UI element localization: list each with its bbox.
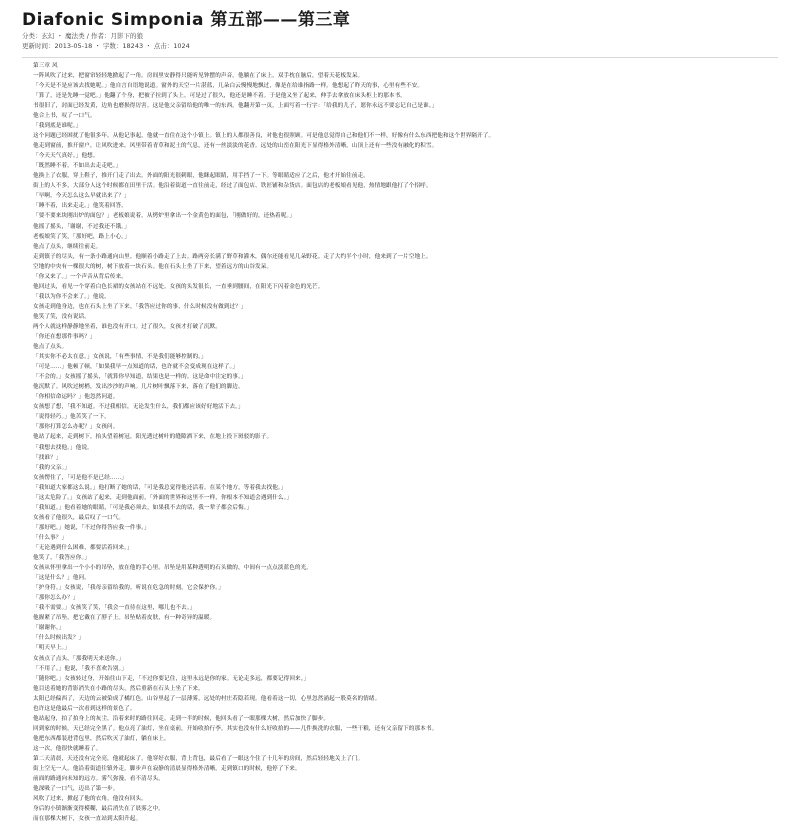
paragraph: 「我以为你不会来了。」他说。 xyxy=(33,293,110,300)
paragraph: 「找谁？」 xyxy=(33,454,62,461)
paragraph: 而在那棵大树下，女孩一直站到太阳升起。 xyxy=(33,816,142,823)
paragraph: 一阵风吹了过来，把窗帘轻轻地掀起了一角。房间里安静得只能听见钟摆的声音。他躺在了床上，双手枕在脑后，望着天花板发呆。 xyxy=(33,72,364,79)
paragraph: 「什么事？」 xyxy=(33,534,68,541)
paragraph: 「不会的。」女孩摇了摇头，「就算你早知道，结果也是一样的。这是命中注定的事。」 xyxy=(33,374,247,381)
paragraph: 他笑了，「我答应你。」 xyxy=(33,555,91,562)
paragraph: 「这是什么？」他问。 xyxy=(33,575,90,582)
paragraph: 他握紧了吊坠，把它戴在了脖子上。吊坠贴着皮肤，有一种奇异的温暖。 xyxy=(33,615,216,622)
paragraph: 前面的路通向未知的远方。雾气弥漫，看不清尽头。 xyxy=(33,776,164,783)
paragraph: 「可是……」他顿了顿，「如果我早一点知道的话，也许就不会变成现在这样了。」 xyxy=(33,364,239,371)
paragraph: 「算了，还是先睡一觉吧。」他翻了个身，把被子拉到了头上。可是过了很久，他还是睡不着。于是他又坐了起来，伸手去拿放在床头柜上的那本书。 xyxy=(33,92,406,99)
paragraph: 回到家的时候，天已经完全黑了。他点亮了油灯，坐在桌前，开始收拾行李。其实也没有什么好收拾的——几件换洗的衣服，一些干粮，还有父亲留下的那本书。 xyxy=(33,725,438,732)
paragraph: 他点了点头，继续往前走。 xyxy=(33,243,102,250)
paragraph: 他笑了笑，没有说话。 xyxy=(33,313,90,320)
paragraph: 太阳已经偏西了，天边的云被染成了橘红色。山谷里起了一层薄雾，远处的村庄若隐若现。他看着这一切，心里忽然涌起一股莫名的情绪。 xyxy=(33,695,381,702)
paragraph: 「那你怎么办？」 xyxy=(33,595,79,602)
paragraph: 「不用了。」他说，「我不喜欢告别。」 xyxy=(33,665,128,672)
article-body xyxy=(22,62,778,824)
paragraph: 书很旧了，封面已经发黄，边角也磨损得厉害。这是他父亲留给他的唯一的东西。他翻开第一页，上面写着一行字：「给我的儿子，愿你永远不要忘记自己是谁。」 xyxy=(33,102,438,109)
paragraph: 空地的中央有一棵很大的树，树下放着一块石头。他在石头上坐了下来，望着远方的山谷发呆。 xyxy=(33,263,273,270)
byline-line-1: 分类：玄幻 ・ 魔法类 / 作者：月影下的狼 xyxy=(22,32,143,41)
paragraph: 「我想去找他。」他说。 xyxy=(33,444,93,451)
paragraph: 「你还在想那件事吗？」 xyxy=(33,334,96,341)
divider xyxy=(22,57,778,58)
paragraph: 「你相信命运吗？」他忽然问道。 xyxy=(33,394,119,401)
paragraph: 「那好吧。」她说，「不过你得答应我一件事。」 xyxy=(33,524,150,531)
paragraph: 他目送着她的背影消失在小路的尽头，然后重新在石头上坐了下来。 xyxy=(33,685,204,692)
paragraph: 老板娘笑了笑，「那好吧，路上小心。」 xyxy=(33,233,130,240)
paragraph: 女孩愣住了，「可是他不是已经……」 xyxy=(33,474,127,481)
paragraph: 「我知道。」他看着她的眼睛，「可是我必须去。如果我不去的话，我一辈子都会后悔。」 xyxy=(33,504,253,511)
paragraph: 「护身符。」女孩说，「我母亲留给我的。听说在危急的时刻，它会保护你。」 xyxy=(33,585,224,592)
paragraph: 「今天天气真好。」他想。 xyxy=(33,153,99,160)
paragraph: 「要不要来块刚出炉的面包？」老板娘说着，从烤炉里拿出一个金黄色的面包，「刚做好的，还热着呢。」 xyxy=(33,213,296,220)
paragraph: 女孩看了他很久，最后叹了一口气。 xyxy=(33,514,125,521)
paragraph: 女孩从怀里拿出一个小小的吊坠，放在他的手心里。吊坠是用某种透明的石头做的，中间有一点点淡蓝色的光。 xyxy=(33,565,312,572)
paragraph: 他把东西都装进背包里，然后吹灭了油灯，躺在床上。 xyxy=(33,735,170,742)
paragraph: 身后的小镇渐渐变得模糊，最后消失在了晨雾之中。 xyxy=(33,806,164,813)
paragraph: 他回过头，看见一个穿着白色长裙的女孩站在不远处。女孩的头发很长，一直垂到腰间，在阳光下闪着金色的光芒。 xyxy=(33,283,324,290)
paragraph: 他换上了衣服，穿上鞋子，推开门走了出去。外面的阳光很刺眼，他眯起眼睛，用手挡了一下。等眼睛适应了之后，他才开始往前走。 xyxy=(33,173,369,180)
paragraph: 「那你打算怎么办呢？」女孩问。 xyxy=(33,424,119,431)
paragraph: 他站了起来，走到树下，抬头望着树冠。阳光透过树叶的缝隙洒下来，在地上投下斑驳的影子。 xyxy=(33,434,273,441)
paragraph: 「早啊，今天怎么这么早就出来了？」 xyxy=(33,193,130,200)
paragraph: 两个人就这样静静地坐着，谁也没有开口。过了很久，女孩才打破了沉默。 xyxy=(33,323,221,330)
paragraph: 「这太危险了。」女孩站了起来，走到他面前，「外面的世界和这里不一样，你根本不知道会遇到什么。」 xyxy=(33,494,293,501)
paragraph: 他合上书，叹了一口气。 xyxy=(33,112,96,119)
paragraph: 「随你吧。」女孩转过身，开始往山下走，「不过你要记住，这里永远是你的家。无论走多远，都要记得回来。」 xyxy=(33,675,310,682)
paragraph: 街上的人不多，大部分人这个时候都在田里干活。他沿着街道一直往前走，经过了面包店、铁匠铺和杂货店。面包店的老板娘看见他，热情地跟他打了个招呼。 xyxy=(33,183,432,190)
paragraph: 第二天清晨，天还没有完全亮，他就起床了。他穿好衣服，背上背包，最后看了一眼这个住了十几年的房间，然后轻轻地关上了门。 xyxy=(33,755,364,762)
paragraph: 「无论遇到什么困难，都要活着回来。」 xyxy=(33,545,133,551)
paragraph: 街上空无一人。他沿着街道往镇外走，脚步声在寂静的清晨显得格外清晰。走到镇口的时候，他停了下来。 xyxy=(33,766,301,773)
paragraph: 「今天是不是应该去找她呢。」他自言自语地说道。窗外的天空一片湛蓝，几朵白云慢慢地飘过，像是在给谁指路一样。他想起了昨天的事，心里有些不安。 xyxy=(33,82,424,89)
paragraph: 他沉默了。风吹过树梢，发出沙沙的声响。几片树叶飘落下来，落在了他们的脚边。 xyxy=(33,384,244,391)
paragraph: 他深吸了一口气，迈出了第一步。 xyxy=(33,786,119,793)
paragraph: 他点了点头。 xyxy=(33,344,68,351)
paragraph: 他摇了摇头，「谢谢，不过我还不饿。」 xyxy=(33,223,130,230)
paragraph: 「我的父亲。」 xyxy=(33,464,71,471)
paragraph: 女孩想了想，「我不知道。不过我相信，无论发生什么，我们都应该好好地活下去。」 xyxy=(33,404,244,411)
paragraph: 也许这是他最后一次看到这样的景色了。 xyxy=(33,705,136,712)
paragraph: 第三章 风 xyxy=(33,62,58,69)
paragraph: 「你又来了。」一个声音从背后传来。 xyxy=(33,273,127,280)
paragraph: 这个问题已经困扰了他很多年。从他记事起，他就一直住在这个小镇上。镇上的人都很善良，对他也很照顾。可是他总觉得自己和他们不一样，好像有什么东西把他和这个世界隔开了。 xyxy=(33,133,495,140)
paragraph: 「我知道大家都这么说。」他打断了她的话，「可是我总觉得他还活着。在某个地方，等着我去找他。」 xyxy=(33,484,287,491)
paragraph: 女孩走到他身边，也在石头上坐了下来。「我答应过你的事，什么时候没有做到过？」 xyxy=(33,303,247,310)
paragraph: 「睡不着，出来走走。」他笑着回答。 xyxy=(33,203,127,210)
paragraph: 「其实你不必太在意。」女孩说，「有些事情，不是我们能够控制的。」 xyxy=(33,354,207,361)
paragraph: 这一次，他很快就睡着了。 xyxy=(33,745,102,752)
paragraph: 「我到底是谁呢。」 xyxy=(33,123,82,130)
byline xyxy=(22,32,778,52)
paragraph: 风吹了过来，掀起了他的衣角。他没有回头。 xyxy=(33,796,147,803)
paragraph: 「明天早上。」 xyxy=(33,645,71,652)
paragraph: 「谢谢你。」 xyxy=(33,625,65,632)
paragraph: 「既然睡不着，不如出去走走吧。」 xyxy=(33,163,122,170)
paragraph: 「说得轻巧。」他苦笑了一下。 xyxy=(33,414,110,421)
paragraph: 他走到窗前，推开窗户，让风吹进来。风里带着青草和泥土的气息，还有一丝淡淡的花香。远处的山峦在阳光下显得格外清晰，山顶上还有一些没有融化的积雪。 xyxy=(33,143,438,150)
paragraph: 他站起身，拍了拍身上的灰尘，沿着来时的路往回走。走到一半的时候，他回头看了一眼那棵大树，然后加快了脚步。 xyxy=(33,715,330,722)
paragraph: 「我不需要。」女孩笑了笑，「我会一直待在这里，哪儿也不去。」 xyxy=(33,605,196,612)
paragraph: 「什么时候出发？」 xyxy=(33,635,85,642)
byline-line-2: 更新时间：2013-05-18 ・ 字数：18243 ・ 点击：1024 xyxy=(22,42,190,50)
page-title: Diafonic Simponia 第五部——第三章 xyxy=(22,10,351,30)
paragraph: 女孩点了点头，「那我明天来送你。」 xyxy=(33,655,125,662)
paragraph: 走到镇子的尽头，有一条小路通向山里。他顺着小路走了上去。路两旁长满了野草和灌木，偶尔还能看见几朵野花。走了大约半个小时，他来到了一片空地上。 xyxy=(33,253,432,260)
